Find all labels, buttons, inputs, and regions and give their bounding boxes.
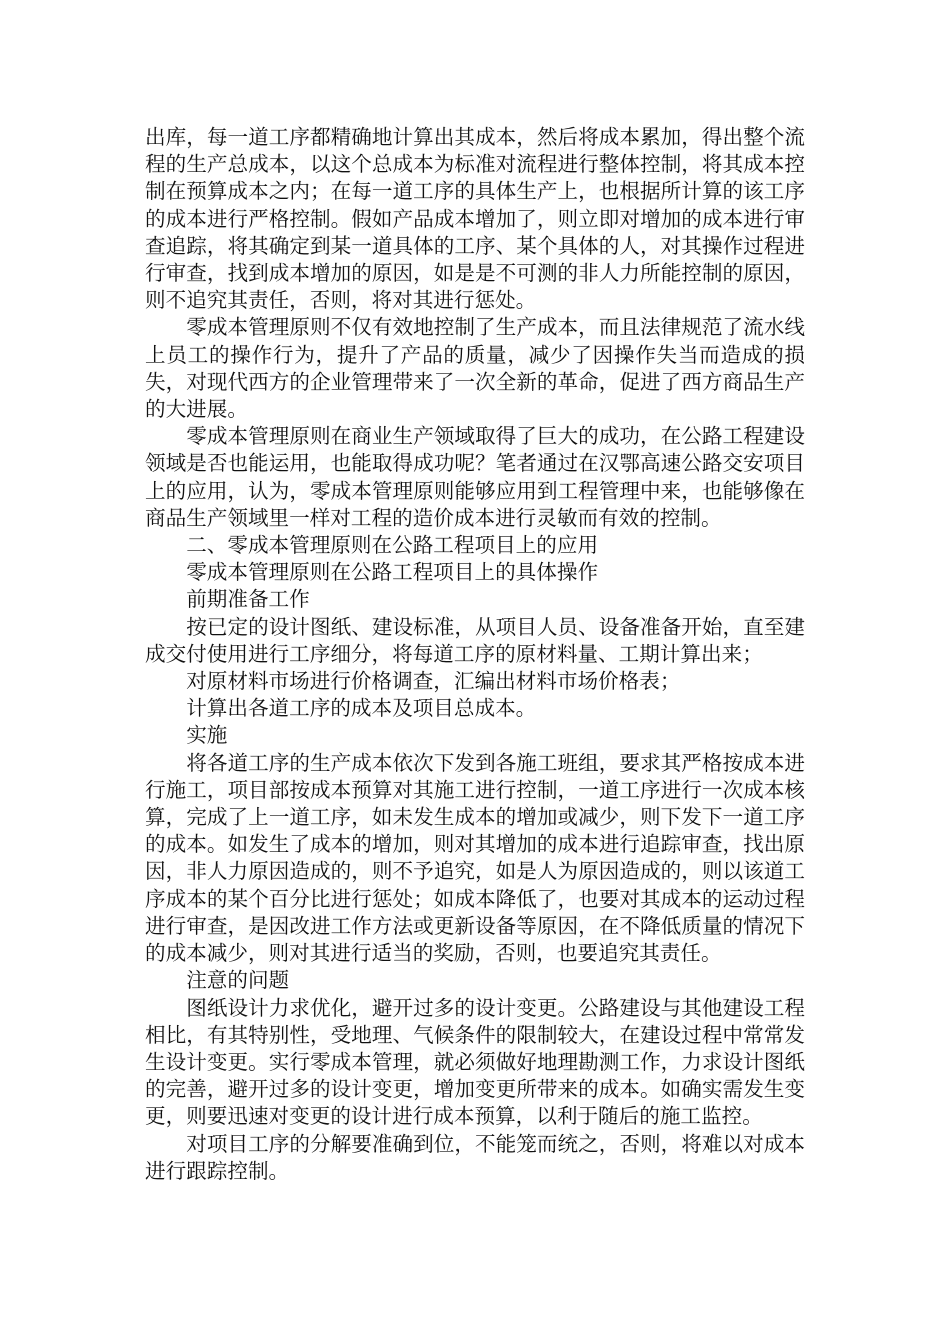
paragraph-implementation-detail: 将各道工序的生产成本依次下发到各施工班组，要求其严格按成本进行施工，项目部按成本预算对其施工进行控制，一道工序进行一次成本核算，完成了上一道工序，如未发生成本的增加或减少，则下发下一道工序的成本。如发生了成本的增加，则对其增加的成本进行追踪审查，找出原因，非人力原因造成的，则不予追究，如是人为原因造成的，则以该道工序成本的某个百分比进行惩处；如成本降低了，也要对其成本的运动过程进行审查，是因改进工作方法或更新设备等原因，在不降低质量的情况下的成本减少，则对其进行适当的奖励，否则，也要追究其责任。 [145,750,805,966]
paragraph-process-breakdown: 按已定的设计图纸、建设标准，从项目人员、设备准备开始，直至建成交付使用进行工序细分，将每道工序的原材料量、工期计算出来； [145,614,805,666]
paragraph-price-survey: 对原材料市场进行价格调查，汇编出材料市场价格表； [186,669,681,694]
document-page [145,124,805,1185]
paragraph-cost-calculation: 计算出各道工序的成本及项目总成本。 [186,696,537,721]
subheading-notes: 注意的问题 [186,968,290,993]
paragraph-zero-cost-effects: 零成本管理原则不仅有效地控制了生产成本，而且法律规范了流水线上员工的操作行为，提升了产品的质量，减少了因操作失当而造成的损失，对现代西方的企业管理带来了一次全新的革命，促进了西方商品生产的大进展。 [145,315,805,422]
subheading-implementation: 实施 [186,723,228,748]
paragraph-process-decomposition: 对项目工序的分解要准确到位，不能笼而统之，否则，将难以对成本进行跟踪控制。 [145,1131,805,1183]
subheading-specific-operation: 零成本管理原则在公路工程项目上的具体操作 [186,560,599,585]
paragraph-zero-cost-highway: 零成本管理原则在商业生产领域取得了巨大的成功，在公路工程建设领域是否也能运用，也能取得成功呢？笔者通过在汉鄂高速公路交安项目上的应用，认为，零成本管理原则能够应用到工程管理中来，也能够像在商品生产领域里一样对工程的造价成本进行灵敏而有效的控制。 [145,424,805,530]
section-heading-application: 二、零成本管理原则在公路工程项目上的应用 [186,533,599,558]
paragraph-continuation: 出库，每一道工序都精确地计算出其成本，然后将成本累加，得出整个流程的生产总成本，以这个总成本为标准对流程进行整体控制，将其成本控制在预算成本之内；在每一道工序的具体生产上，也根据所计算的该工序的成本进行严格控制。假如产品成本增加了，则立即对增加的成本进行审查追踪，将其确定到某一道具体的工序、某个具体的人，对其操作过程进行审查，找到成本增加的原因，如是是不可测的非人力所能控制的原因，则不追究其责任，否则，将对其进行惩处。 [145,125,805,313]
paragraph-design-optimization: 图纸设计力求优化，避开过多的设计变更。公路建设与其他建设工程相比，有其特别性，受地理、气候条件的限制较大，在建设过程中常常发生设计变更。实行零成本管理，就必须做好地理勘测工作，力求设计图纸的完善，避开过多的设计变更，增加变更所带来的成本。如确实需发生变更，则要迅速对变更的设计进行成本预算，以利于随后的施工监控。 [145,995,805,1129]
subheading-preparation: 前期准备工作 [186,587,310,612]
